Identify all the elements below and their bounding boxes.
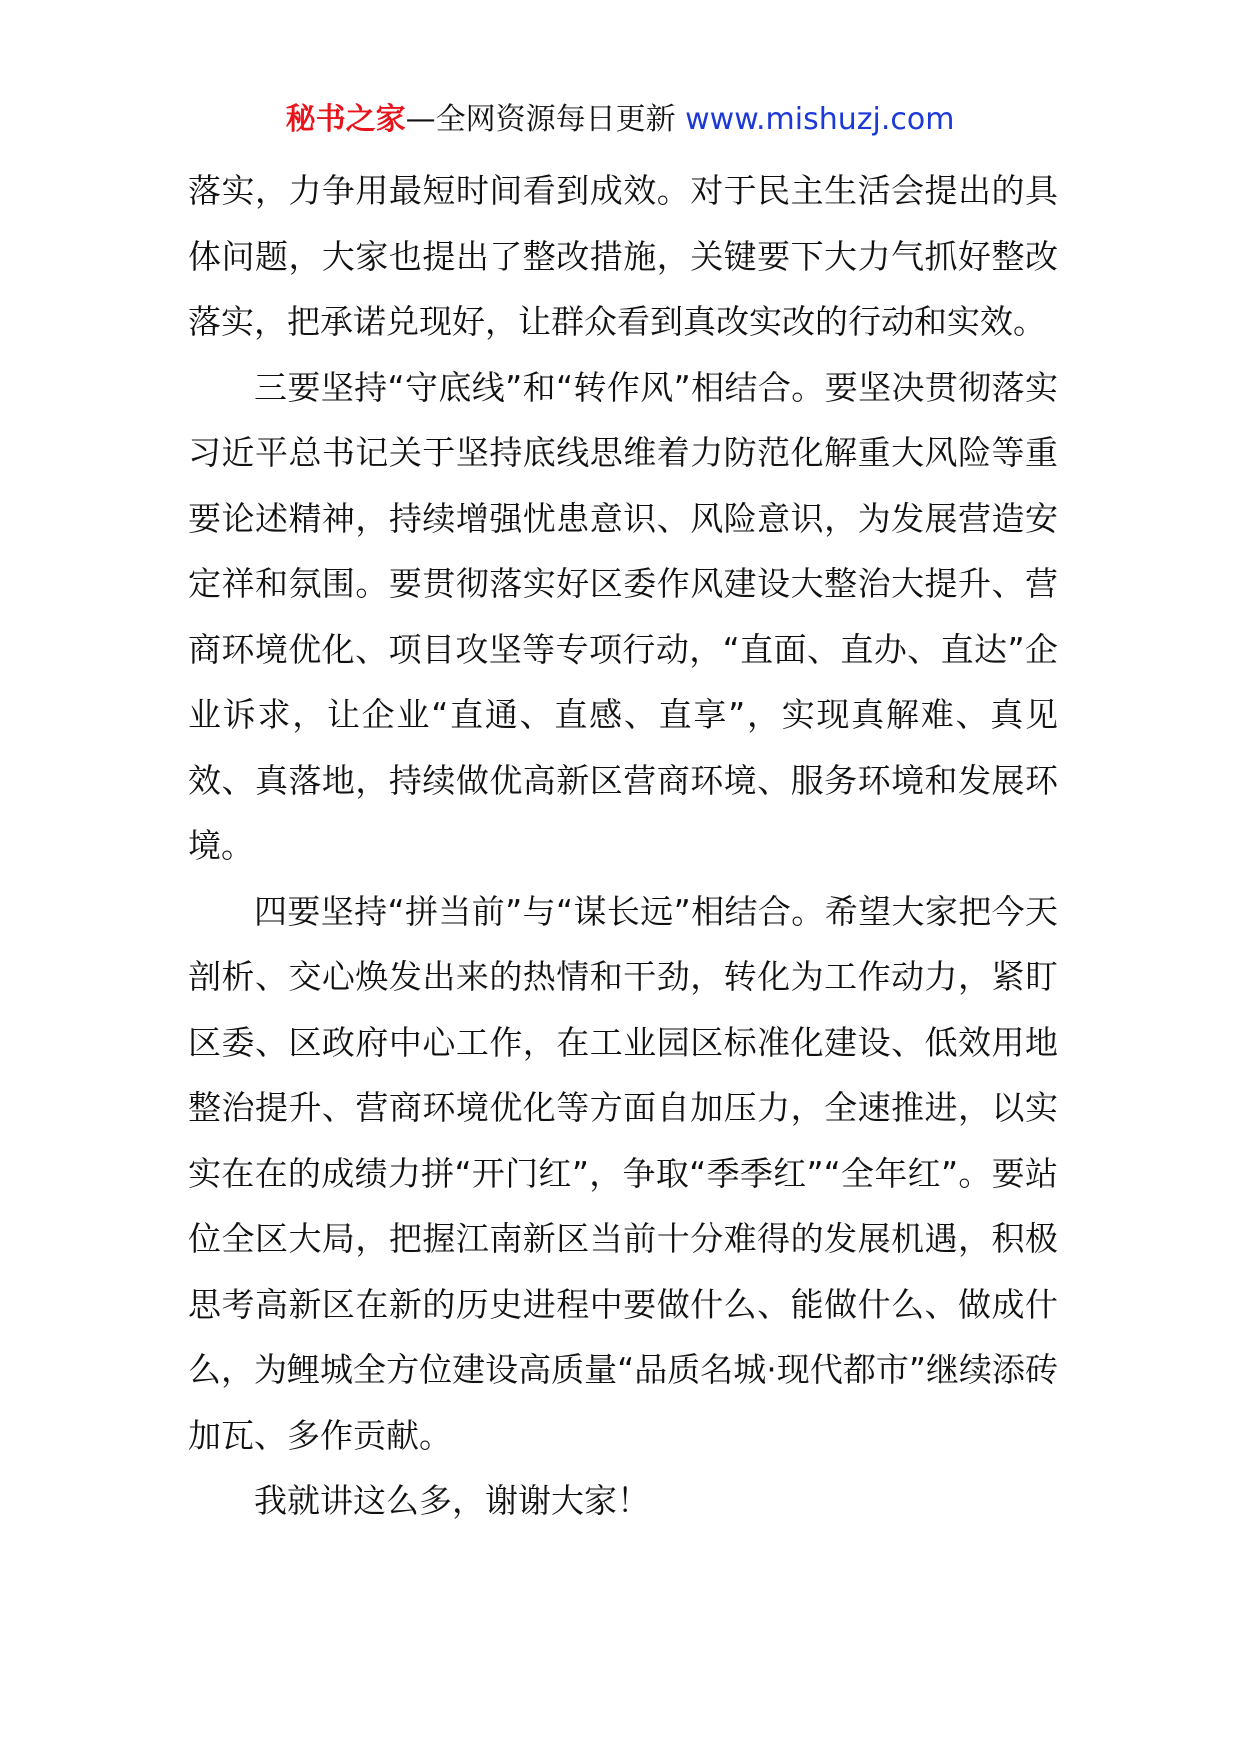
page-header bbox=[0, 100, 1240, 140]
brand-name: 秘书之家 bbox=[285, 102, 406, 137]
paragraph-point-three: 三要坚持“守底线”和“转作风”相结合。要坚决贯彻落实习近平总书记关于坚持底线思维着力防范化解重大风险等重要论述精神，持续增强忧患意识、风险意识，为发展营造安定祥和氛围。要贯彻落实好区委作风建设大整治大提升、营商环境优化、项目攻坚等专项行动，“直面、直办、直达”企业诉求，让企业“直通、直感、直享”，实现真解难、真见效、真落地，持续做优高新区营商环境、服务环境和发展环境。 bbox=[188, 367, 1058, 865]
document-body bbox=[188, 158, 1058, 1534]
website-link[interactable]: www.mishuzj.com bbox=[685, 102, 955, 137]
paragraph-point-four: 四要坚持“拼当前”与“谋长远”相结合。希望大家把今天剖析、交心焕发出来的热情和干劲，转化为工作动力，紧盯区委、区政府中心工作，在工业园区标准化建设、低效用地整治提升、营商环境优化等方面自加压力，全速推进，以实实在在的成绩力拼“开门红”，争取“季季红”“全年红”。要站位全区大局，把握江南新区当前十分难得的发展机遇，积极思考高新区在新的历史进程中要做什么、能做什么、做成什么，为鲤城全方位建设高质量“品质名城·现代都市”继续添砖加瓦、多作贡献。 bbox=[188, 891, 1058, 1455]
paragraph-continued: 落实，力争用最短时间看到成效。对于民主生活会提出的具体问题，大家也提出了整改措施，关键要下大力气抓好整改落实，把承诺兑现好，让群众看到真改实改的行动和实效。 bbox=[188, 171, 1058, 341]
header-tagline: —全网资源每日更新 bbox=[405, 102, 676, 137]
paragraph-closing: 我就讲这么多，谢谢大家！ bbox=[254, 1481, 650, 1520]
